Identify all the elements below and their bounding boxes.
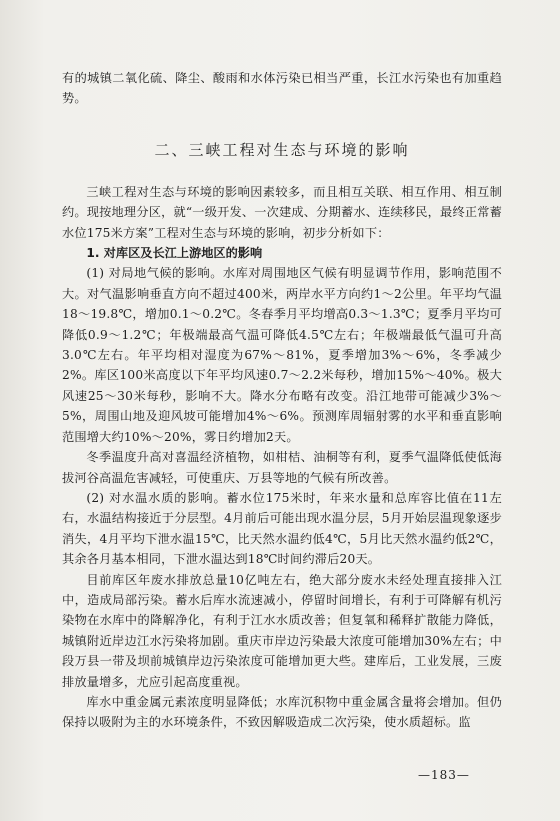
- sewage-paragraph: 目前库区年废水排放总量10亿吨左右，绝大部分废水未经处理直接排入江中，造成局部污染。蓄水后库水流速减小，停留时间增长，有利于可降解有机污染物在水库中的降解净化，有利于江水水质改善；但复氧和稀释扩散能力降低，城镇附近岸边江水污染将加剧。重庆市岸边污染最大浓度可能增加30%左右；中段万县一带及坝前城镇岸边污染浓度可能增加更大些。建库后，工业发展，三废排放量增多，尤应引起高度重视。: [62, 572, 502, 689]
- page-number: —183—: [418, 768, 470, 782]
- page-body: [62, 68, 502, 733]
- section-intro-paragraph: 三峡工程对生态与环境的影响因素较多，而且相互关联、相互作用、相互制约。现按地理分区，就“一级开发、一次建成、分期蓄水、连续移民，最终正常蓄水位175米方案”工程对生态与环境的影响，初步分析如下：: [62, 184, 502, 240]
- intro-paragraph: 有的城镇二氧化硫、降尘、酸雨和水体污染已相当严重，长江水污染也有加重趋势。: [62, 71, 502, 106]
- heavy-metal-paragraph: 库水中重金属元素浓度明显降低；水库沉积物中重金属含量将会增加。但仍保持以吸附为主的水环境条件，不致因解吸造成二次污染，使水质超标。监: [62, 694, 502, 730]
- water-temperature-paragraph: (2) 对水温水质的影响。蓄水位175米时，年来水量和总库容比值在11左右，水温结构接近于分层型。4月前后可能出现水温分层，5月开始层温现象逐步消失，4月平均下泄水温15℃，比天然水温约低4℃，5月比天然水温约低2℃，其余各月基本相同，下泄水温达到18℃时间约滞后20天。: [62, 490, 502, 567]
- section-heading: 二、三峡工程对生态与环境的影响: [154, 140, 410, 159]
- subheading-reservoir-area: 1. 对库区及长江上游地区的影响: [86, 246, 263, 261]
- winter-paragraph: 冬季温度升高对喜温经济植物，如柑桔、油桐等有利，夏季气温降低使低海拔河谷高温危害减轻，可使重庆、万县等地的气候有所改善。: [62, 450, 502, 485]
- climate-paragraph: (1) 对局地气候的影响。水库对周围地区气候有明显调节作用，影响范围不大。对气温影响垂直方向不超过400米，两岸水平方向约1～2公里。年平均气温18～19.8℃，增加0.1～0.2℃。冬春季月平均增高0.3～1.3℃；夏季月平均可降低0.9～1.2℃；年极端最高气温可降低4.5℃左右；年极端最低气温可升高3.0℃左右。年平均相对湿度为67%～81%，夏季增加3%～6%，冬季减少2%。库区100米高度以下年平均风速0.7～2.2米每秒，增加15%～40%。极大风速25～30米每秒，影响不大。降水分布略有改变。沿江地带可能减少3%～5%，周围山地及迎风坡可能增加4%～6%。预测库周辐射雾的水平和垂直影响范围增大约10%～20%，雾日约增加2天。: [62, 266, 502, 444]
